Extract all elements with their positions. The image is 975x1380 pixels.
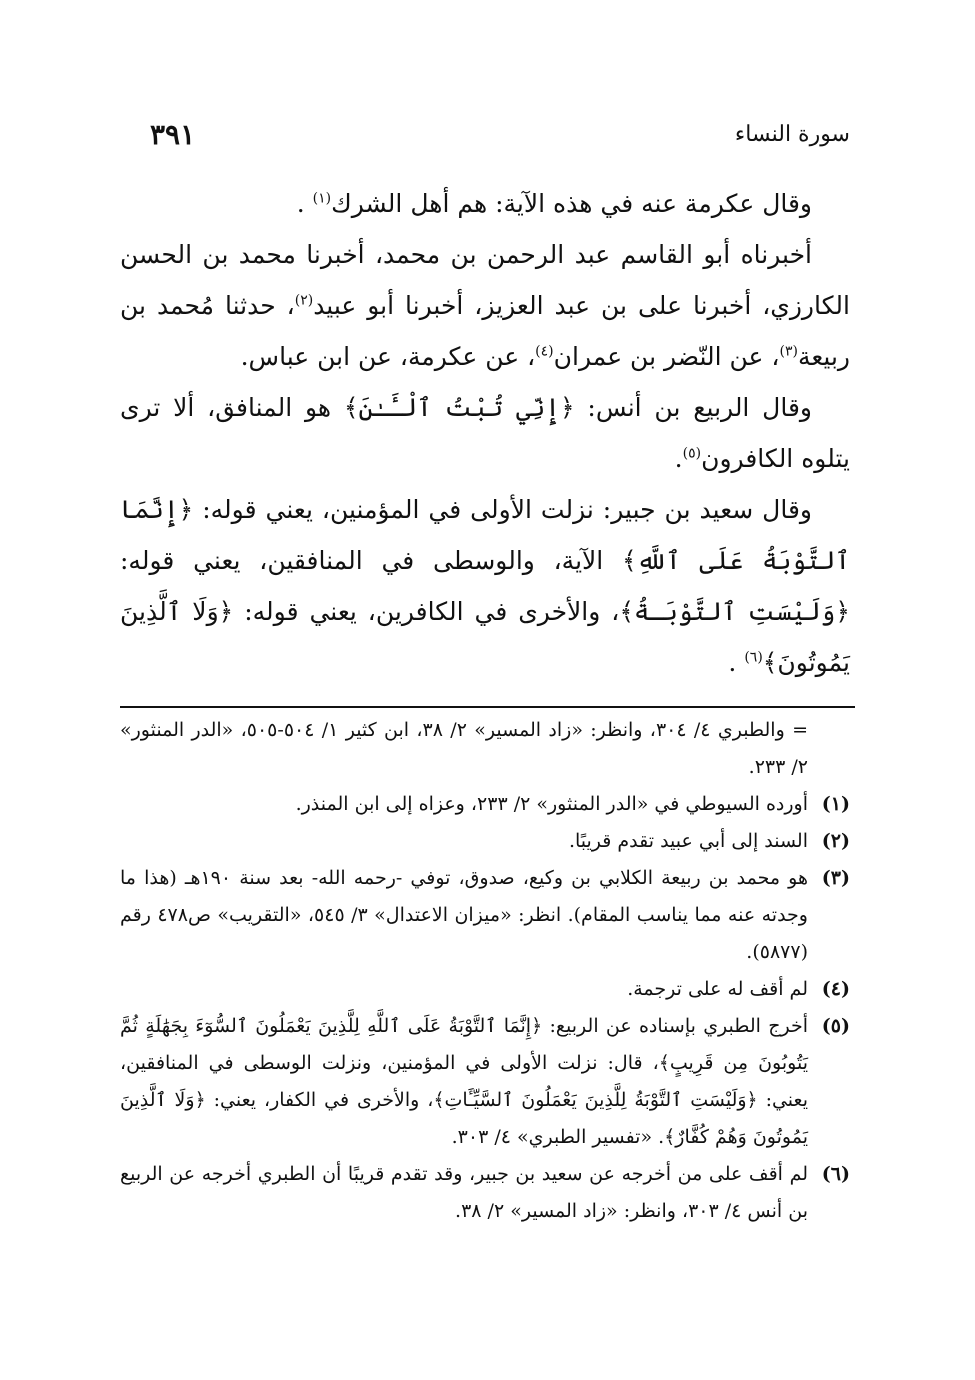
footnote-ref[interactable]: (٣) bbox=[779, 343, 798, 360]
footnote-text: هو محمد بن ربيعة الكلابي بن وكيع، صدوق، توفي -رحمه الله- بعد سنة ١٩٠هـ (هذا ما وجدته عنه مما يناسب المقام). انظر: «ميزان الاعتدال» ٣/ ٥٤٥، «التقريب» ص٤٧٨ رقم (٥٨٧٧). bbox=[120, 867, 808, 963]
paragraph-text: ، حدثنا مُحمد بن ربيعة bbox=[120, 291, 850, 371]
page-header bbox=[150, 118, 850, 158]
footnote-number: (٥) bbox=[821, 1015, 850, 1037]
footnote-item bbox=[120, 786, 850, 823]
paragraph-jubayr bbox=[120, 484, 850, 688]
quran-verse: ﴿إِنَّمَا ٱلتَّوْبَةُ عَلَى ٱللَّهِ﴾ bbox=[120, 495, 851, 575]
paragraph-text: الآية، والوسطى في المنافقين، يعني قوله: bbox=[120, 546, 623, 575]
paragraph-text: ، عن عكرمة، عن ابن عباس. bbox=[240, 342, 536, 371]
paragraph-end: . bbox=[674, 444, 683, 473]
paragraph-end: . bbox=[728, 648, 745, 677]
paragraph-text: وقال الربيع بن أنس: bbox=[574, 393, 812, 422]
footnote-text: أورده السيوطي في «الدر المنثور» ٢/ ٢٣٣، وعزاه إلى ابن المنذر. bbox=[295, 793, 808, 815]
footnote-text: لم أقف له على ترجمة. bbox=[627, 978, 808, 1000]
footnote-number: (٦) bbox=[821, 1163, 850, 1185]
footnote-item bbox=[120, 1156, 850, 1230]
paragraph-text: هو المنافق، ألا ترى يتلوه الكافرون bbox=[120, 393, 850, 473]
paragraph-rabi bbox=[120, 382, 850, 484]
footnote-item bbox=[120, 860, 850, 971]
paragraph-text: وقال عكرمة عنه في هذه الآية: هم أهل الشرك bbox=[331, 189, 812, 218]
quran-verse: ﴿وَلَيْسَتِ ٱلتَّوْبَـةُ﴾ bbox=[619, 597, 850, 626]
quran-verse: ﴿إِنِّي تُبْتُ ٱلْـَٔـٰنَ﴾ bbox=[343, 393, 575, 422]
paragraph-ikrima bbox=[120, 178, 850, 229]
paragraph-text: وقال سعيد بن جبير: نزلت الأولى في المؤمنين، يعني قوله: bbox=[193, 495, 812, 524]
footnote-number: (٣) bbox=[821, 867, 850, 889]
footnote-text: لم أقف على من أخرجه عن سعيد بن جبير، وقد تقدم قريبًا أن الطبري أخرجه عن الربيع بن أنس ٤/ ٣٠٣، وانظر: «زاد المسير» ٢/ ٣٨. bbox=[120, 1163, 808, 1222]
paragraph-text: ، عن النّضر بن عمران bbox=[553, 342, 780, 371]
footnote-item bbox=[120, 971, 850, 1008]
footnote-item bbox=[120, 1008, 850, 1156]
footnote-ref[interactable]: (٦) bbox=[744, 649, 763, 666]
paragraph-isnad bbox=[120, 229, 850, 382]
footnote-separator bbox=[120, 706, 855, 708]
footnotes bbox=[120, 712, 850, 1230]
surah-title: سورة النساء bbox=[734, 122, 850, 147]
paragraph-end: . bbox=[296, 189, 313, 218]
footnote-ref[interactable]: (٥) bbox=[682, 445, 702, 462]
footnote-number: (٤) bbox=[821, 978, 850, 1000]
footnote-ref[interactable]: (٢) bbox=[294, 292, 314, 309]
footnote-number: (١) bbox=[821, 793, 850, 815]
page-number: ٣٩١ bbox=[150, 118, 196, 151]
footnote-text: السند إلى أبي عبيد تقدم قريبًا. bbox=[568, 830, 808, 852]
paragraph-text: أخبرناه أبو القاسم عبد الرحمن بن محمد، أخبرنا محمد بن الحسن الكارزي، أخبرنا على بن عبد العزيز، أخبرنا أبو عبيد bbox=[120, 240, 850, 320]
quran-verse: ﴿وَلَا ٱلَّذِينَ يَمُوتُونَ﴾ bbox=[120, 597, 850, 677]
footnote-item bbox=[120, 823, 850, 860]
footnote-continuation: = والطبري ٤/ ٣٠٤، وانظر: «زاد المسير» ٢/ ٣٨، ابن كثير ١/ ٥٠٤-٥٠٥، «الدر المنثور» ٢/ ٢٣٣. bbox=[120, 719, 809, 778]
footnote-ref[interactable]: (١) bbox=[312, 190, 332, 207]
footnote-number: (٢) bbox=[821, 830, 850, 852]
main-text bbox=[120, 178, 850, 688]
footnote-text: أخرج الطبري بإسناده عن الربيع: ﴿إِنَّمَا ٱلتَّوْبَةُ عَلَى ٱللَّهِ لِلَّذِينَ يَعْمَلُونَ ٱلسُّوٓءَ بِجَهَٰلَةٍ ثُمَّ يَتُوبُونَ مِن قَرِيبٍ﴾، قال: نزلت الأولى في المؤمنين، ونزلت الوسطى في المنافقين، يعني: ﴿وَلَيْسَتِ ٱلتَّوْبَةُ لِلَّذِينَ يَعْمَلُونَ ٱلسَّيِّـَٔاتِ﴾، والأخرى في الكفار، يعني: ﴿وَلَا ٱلَّذِينَ يَمُوتُونَ وَهُمْ كُفَّارٌ﴾. «تفسير الطبري» ٤/ ٣٠٣. bbox=[120, 1015, 808, 1148]
footnote-ref[interactable]: (٤) bbox=[535, 343, 554, 360]
paragraph-text: ، والأخرى في الكافرين، يعني قوله: bbox=[233, 597, 620, 626]
